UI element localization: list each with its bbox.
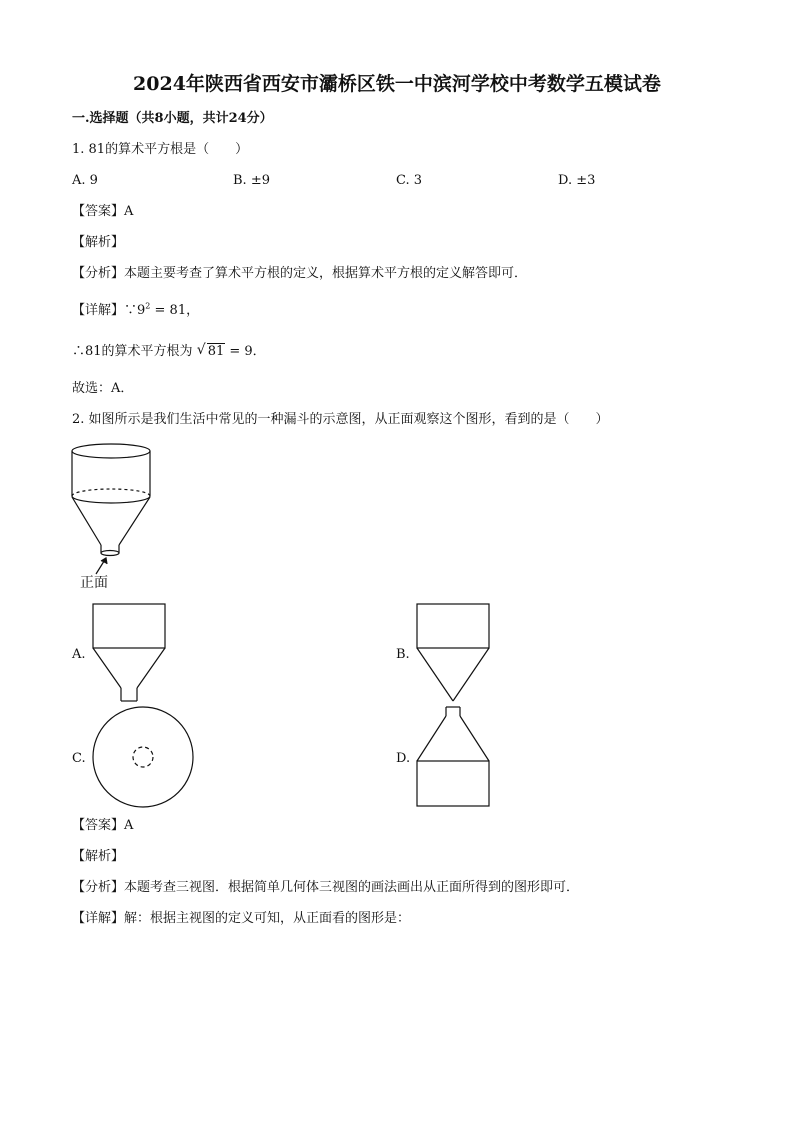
q1-therefore-prefix: ∴81的算术平方根为 xyxy=(72,344,193,359)
q1-detail-base: 9 xyxy=(137,303,146,318)
q1-option-d: D. ±3 xyxy=(558,173,596,188)
q2-option-b-label: B. xyxy=(396,647,410,662)
q1-jiexi: 【解析】 xyxy=(72,235,125,250)
page-title: 2024年陕西省西安市灞桥区铁一中滨河学校中考数学五模试卷 xyxy=(133,73,661,95)
q2-stem: 2. 如图所示是我们生活中常见的一种漏斗的示意图，从正面观察这个图形，看到的是（ ） xyxy=(72,412,609,427)
q1-stem: 1. 81的算术平方根是（ ） xyxy=(72,142,249,157)
q1-choose: 故选：A． xyxy=(72,381,134,396)
q1-answer: 【答案】A xyxy=(72,204,134,219)
q2-detail: 【详解】解：根据主视图的定义可知，从正面看的图形是： xyxy=(72,911,411,926)
q2-option-a-label: A. xyxy=(72,647,86,662)
q1-sqrt: √ 81 xyxy=(196,342,225,359)
section-heading: 一.选择题（共8小题，共计24分） xyxy=(72,111,273,126)
q2-option-d-label: D. xyxy=(396,751,411,766)
funnel-figure xyxy=(72,444,150,574)
option-c-figure xyxy=(93,707,193,807)
q1-option-b: B. ±9 xyxy=(233,173,270,188)
q1-detail-exponent: 2 xyxy=(145,301,151,311)
q1-option-a: A. 9 xyxy=(72,173,98,188)
q2-front-label: 正面 xyxy=(80,575,108,591)
q2-option-c-label: C. xyxy=(72,751,86,766)
q1-detail-prefix: 【详解】∵ xyxy=(72,303,138,318)
q1-option-c: C. 3 xyxy=(396,173,423,188)
q1-sqrt-radicand: 81 xyxy=(207,344,225,359)
option-d-figure xyxy=(417,707,489,806)
q1-therefore-rest: = 9． xyxy=(225,344,266,359)
q2-answer: 【答案】A xyxy=(72,818,134,833)
q1-detail-rest: = 81， xyxy=(150,303,200,318)
option-a-figure xyxy=(93,604,165,701)
q2-jiexi: 【解析】 xyxy=(72,849,125,864)
q2-analysis: 【分析】本题考查三视图．根据简单几何体三视图的画法画出从正面所得到的图形即可． xyxy=(72,880,580,895)
option-b-figure xyxy=(417,604,489,701)
q1-analysis: 【分析】本题主要考查了算术平方根的定义，根据算术平方根的定义解答即可． xyxy=(72,266,528,281)
